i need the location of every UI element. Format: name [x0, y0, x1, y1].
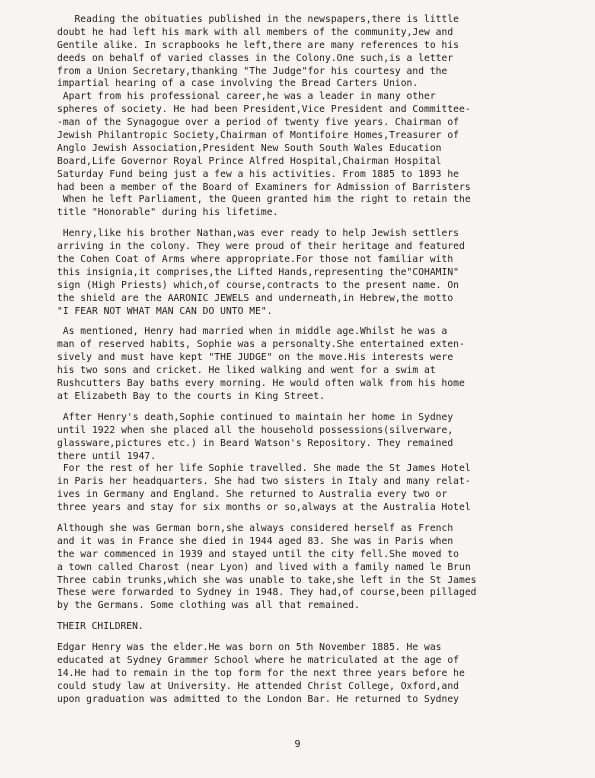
- text-line: Saturday Fund being just a few a his activities. From 1885 to 1893 he: [57, 168, 459, 180]
- text-line: -man of the Synagogue over a period of twenty five years. Chairman of: [57, 117, 459, 129]
- text-line: doubt he had left his mark with all members of the community,Jew and: [57, 26, 454, 38]
- text-line: Jewish Philantropic Society,Chairman of Montifoire Homes,Treasurer of: [57, 130, 459, 142]
- text-line: As mentioned, Henry had married when in middle age.Whilst he was a: [57, 326, 448, 338]
- text-line: Anglo Jewish Association,President New South South Wales Education: [57, 142, 442, 154]
- text-line: ives in Germany and England. She returned to Australia every two or: [57, 489, 448, 501]
- text-line: sively and must have kept "THE JUDGE" on the move.His interests were: [57, 352, 454, 364]
- text-line: spheres of society. He had been President,Vice President and Committee-: [57, 104, 471, 116]
- text-line: Henry,like his brother Nathan,was ever ready to help Jewish settlers: [57, 228, 459, 240]
- text-line: had been a member of the Board of Examiners for Admission of Barristers: [57, 181, 471, 193]
- text-line: upon graduation was admitted to the London Bar. He returned to Sydney: [57, 693, 459, 705]
- text-line: sign (High Priests) which,of course,contracts to the present name. On: [57, 279, 459, 291]
- text-line: After Henry's death,Sophie continued to maintain her home in Sydney: [57, 411, 454, 423]
- text-line: 14.He had to remain in the top form for the next three years before he: [57, 667, 465, 679]
- text-line: until 1922 when she placed all the household possessions(silverware,: [57, 424, 454, 436]
- text-line: Gentile alike. In scrapbooks he left,there are many references to his: [57, 39, 459, 51]
- text-line: Three cabin trunks,which she was unable to take,she left in the St James: [57, 574, 477, 586]
- text-line: These were forwarded to Sydney in 1948. They had,of course,been pillaged: [57, 587, 477, 599]
- paragraph-gap: [57, 634, 595, 642]
- section-heading: THEIR CHILDREN.: [57, 621, 144, 633]
- text-line: this insignia,it comprises,the Lifted Hands,representing the"COHAMIN": [57, 266, 459, 278]
- text-line: from a Union Secretary,thanking "The Judge"for his courtesy and the: [57, 65, 448, 77]
- text-line: Apart from his professional career,he was a leader in many other: [57, 91, 436, 103]
- paragraph-after-death: [57, 412, 595, 515]
- paragraph-gap: [57, 515, 595, 523]
- text-line: glassware,pictures etc.) in Beard Watson's Repository. They remained: [57, 437, 454, 449]
- paragraph-gap: [57, 404, 595, 412]
- text-line: educated at Sydney Grammer School where he matriculated at the age of: [57, 654, 459, 666]
- paragraph-marriage: [57, 326, 595, 403]
- text-line: Board,Life Governor Royal Prince Alfred Hospital,Chairman Hospital: [57, 155, 442, 167]
- text-line: and it was in France she died in 1944 aged 83. She was in Paris when: [57, 535, 454, 547]
- text-line: Edgar Henry was the elder.He was born on 5th November 1885. He was: [57, 642, 442, 654]
- text-line: deeds on behalf of varied classes in the Colony.One such,is a letter: [57, 52, 454, 64]
- text-line: there until 1947.: [57, 450, 157, 462]
- paragraph-gap: [57, 220, 595, 228]
- text-line: For the rest of her life Sophie travelled. She made the St James Hotel: [57, 463, 471, 475]
- text-line: the Cohen Coat of Arms where appropriate.For those not familiar with: [57, 254, 454, 266]
- text-line: man of reserved habits, Sophie was a personalty.She entertained exten-: [57, 339, 465, 351]
- text-line: could study law at University. He attended Christ College, Oxford,and: [57, 680, 459, 692]
- text-line: Although she was German born,she always considered herself as French: [57, 522, 454, 534]
- text-line: his two sons and cricket. He liked walking and went for a swim at: [57, 365, 436, 377]
- text-line: in Paris her headquarters. She had two sisters in Italy and many relat-: [57, 476, 471, 488]
- paragraph-edgar-henry: [57, 642, 595, 706]
- paragraph-gap: [57, 318, 595, 326]
- text-line: "I FEAR NOT WHAT MAN CAN DO UNTO ME".: [57, 305, 273, 317]
- paragraph-coat-of-arms: [57, 228, 595, 318]
- text-line: Reading the obituaties published in the newspapers,there is little: [57, 14, 459, 25]
- text-line: the shield are the AARONIC JEWELS and underneath,in Hebrew,the motto: [57, 292, 454, 304]
- text-line: a town called Charost (near Lyon) and lived with a family named le Brun: [57, 561, 471, 573]
- paragraph-france: [57, 523, 595, 613]
- paragraph-gap: [57, 613, 595, 621]
- text-line: the war commenced in 1939 and stayed until the city fell.She moved to: [57, 548, 459, 560]
- text-line: arriving in the colony. They were proud of their heritage and featured: [57, 241, 465, 253]
- text-line: impartial hearing of a case involving the Bread Carters Union.: [57, 78, 419, 90]
- text-line: at Elizabeth Bay to the courts in King Street.: [57, 390, 325, 402]
- text-line: When he left Parliament, the Queen granted him the right to retain the: [57, 194, 471, 206]
- text-line: title "Honorable" during his lifetime.: [57, 207, 279, 219]
- page-number: 9: [294, 739, 301, 750]
- text-line: Rushcutters Bay baths every morning. He would often walk from his home: [57, 378, 465, 390]
- text-line: by the Germans. Some clothing was all that remained.: [57, 600, 360, 612]
- text-line: three years and stay for six months or so,always at the Australia Hotel: [57, 502, 471, 514]
- paragraph-obituaries: [57, 14, 595, 220]
